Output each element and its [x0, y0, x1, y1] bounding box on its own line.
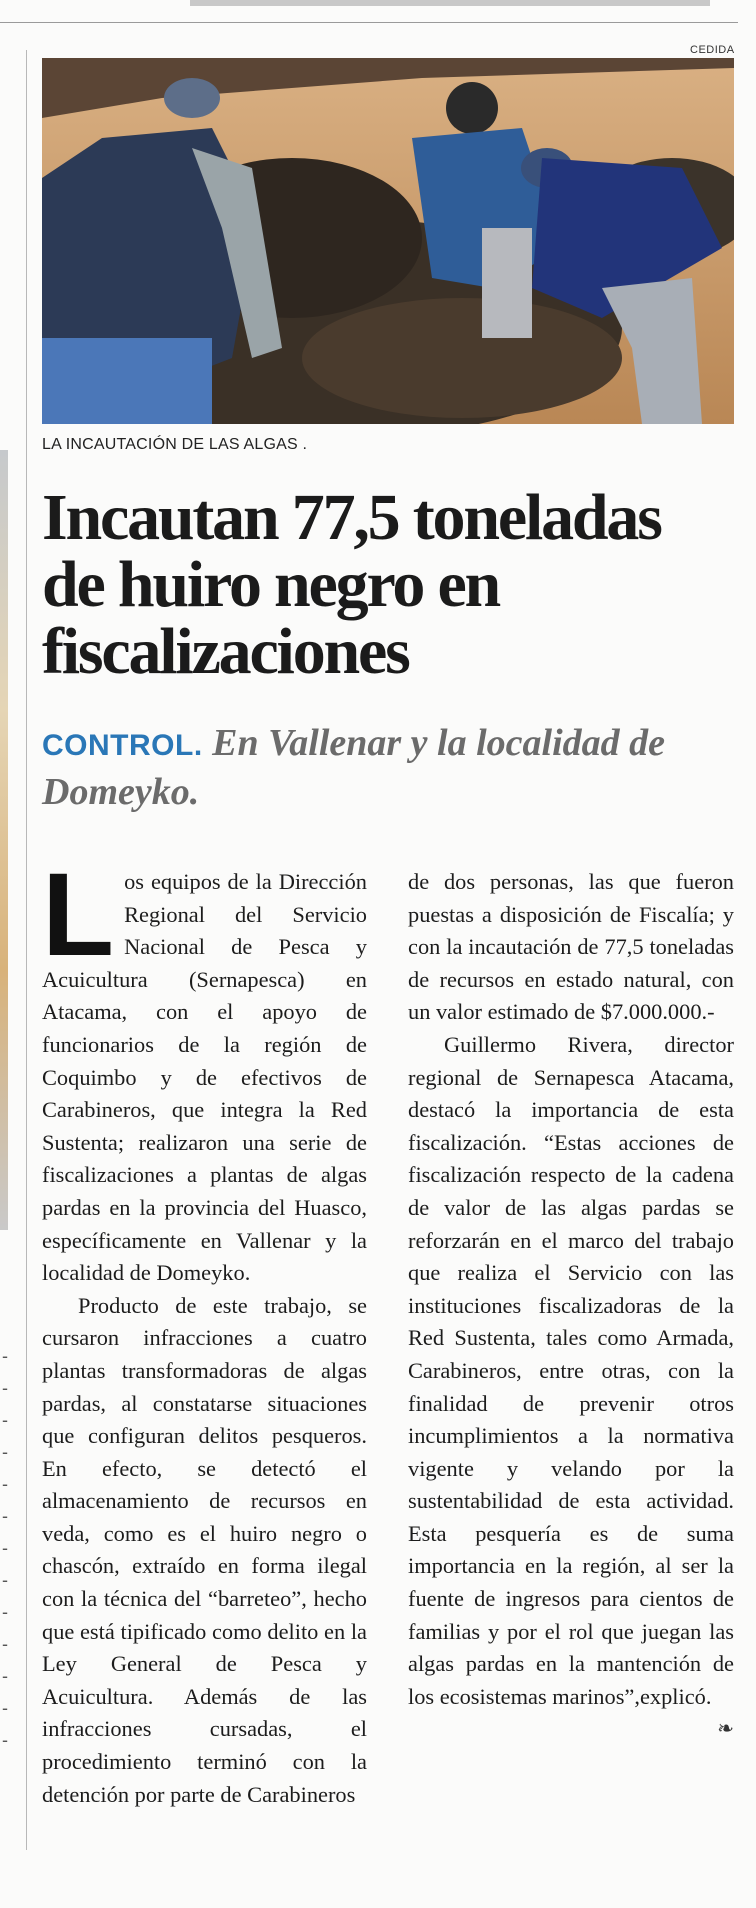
top-divider — [0, 22, 738, 23]
subhead — [42, 720, 732, 815]
paragraph-2-continued: de dos personas, las que fueron puestas a disposición de Fiscalía; y con la incautación de 77,5 toneladas de recursos en estado natural, con un valor estimado de $7.000.000.- — [408, 869, 734, 1025]
paragraph-3 — [408, 1029, 734, 1741]
paragraph-3-text: Guillermo Rivera, director regional de Sernapesca Atacama, destacó la importancia de esta fiscalización. “Estas acciones de fiscalización respecto de la cadena de valor de las algas pardas se reforzarán en el marco del trabajo que realiza el Servicio con las instituciones fiscalizadoras de la Red Sustenta, tales como Armada, Carabineros, entre otras, con la finalidad de prevenir otros incumplimientos a la normativa vigente y velando por la sustentabilidad de esta actividad. Esta pesquería es de suma importancia en la región, al ser la fuente de ingresos para cientos de familias y por el rol que juegan las algas pardas en la mantención de los ecosistemas marinos”,explicó. — [408, 1031, 734, 1709]
section-label: CONTROL. — [42, 729, 203, 762]
subhead-text: En Vallenar y la localidad de Domeyko. — [42, 722, 666, 813]
drop-cap: L — [42, 849, 115, 981]
previous-article-edge — [190, 0, 710, 6]
adjacent-article-photo-edge — [0, 450, 8, 1230]
paragraph-1 — [42, 849, 367, 1290]
paragraph-1-text: os equipos de la Dirección Regional del Servicio Nacional de Pesca y Acuicultura (Sernapesca) en Atacama, con el apoyo de funcionarios de la región de Coquimbo y de efectivos de Carabineros, que integra la Red Sustenta; realizaron una serie de fiscalizaciones a plantas de algas pardas en la provincia del Huasco, específicamente en Vallenar y la localidad de Domeyko. — [42, 869, 367, 1286]
column-divider — [26, 50, 27, 1850]
paragraph-2: Producto de este trabajo, se cursaron infracciones a cuatro plantas transformadoras de algas pardas, al constatarse situaciones que configuran delitos pesqueros. En efecto, se detectó el almacenamiento de recursos en veda, como es el huiro negro o chascón, extraído en forma ilegal con la técnica del “barreteo”, hecho que está tipificado como delito en la Ley General de Pesca y Acuicultura. Además de las infracciones cursadas, el procedimiento terminó con la detención por parte de Carabineros — [42, 1292, 367, 1807]
body-column-1 — [42, 849, 367, 1811]
seaweed-seizure-photo — [42, 58, 734, 424]
headline: Incautan 77,5 toneladas de huiro negro en fiscalizaciones — [42, 481, 661, 688]
end-of-article-icon: ❧ — [717, 1718, 734, 1741]
body-column-2 — [408, 866, 734, 1746]
article-photo — [42, 58, 734, 424]
photo-caption: LA INCAUTACIÓN DE LAS ALGAS . — [42, 436, 308, 453]
photo-credit: CEDIDA — [690, 44, 735, 56]
adjacent-article-text-edge: - - - - - - - - - - - - - — [2, 1346, 8, 1750]
